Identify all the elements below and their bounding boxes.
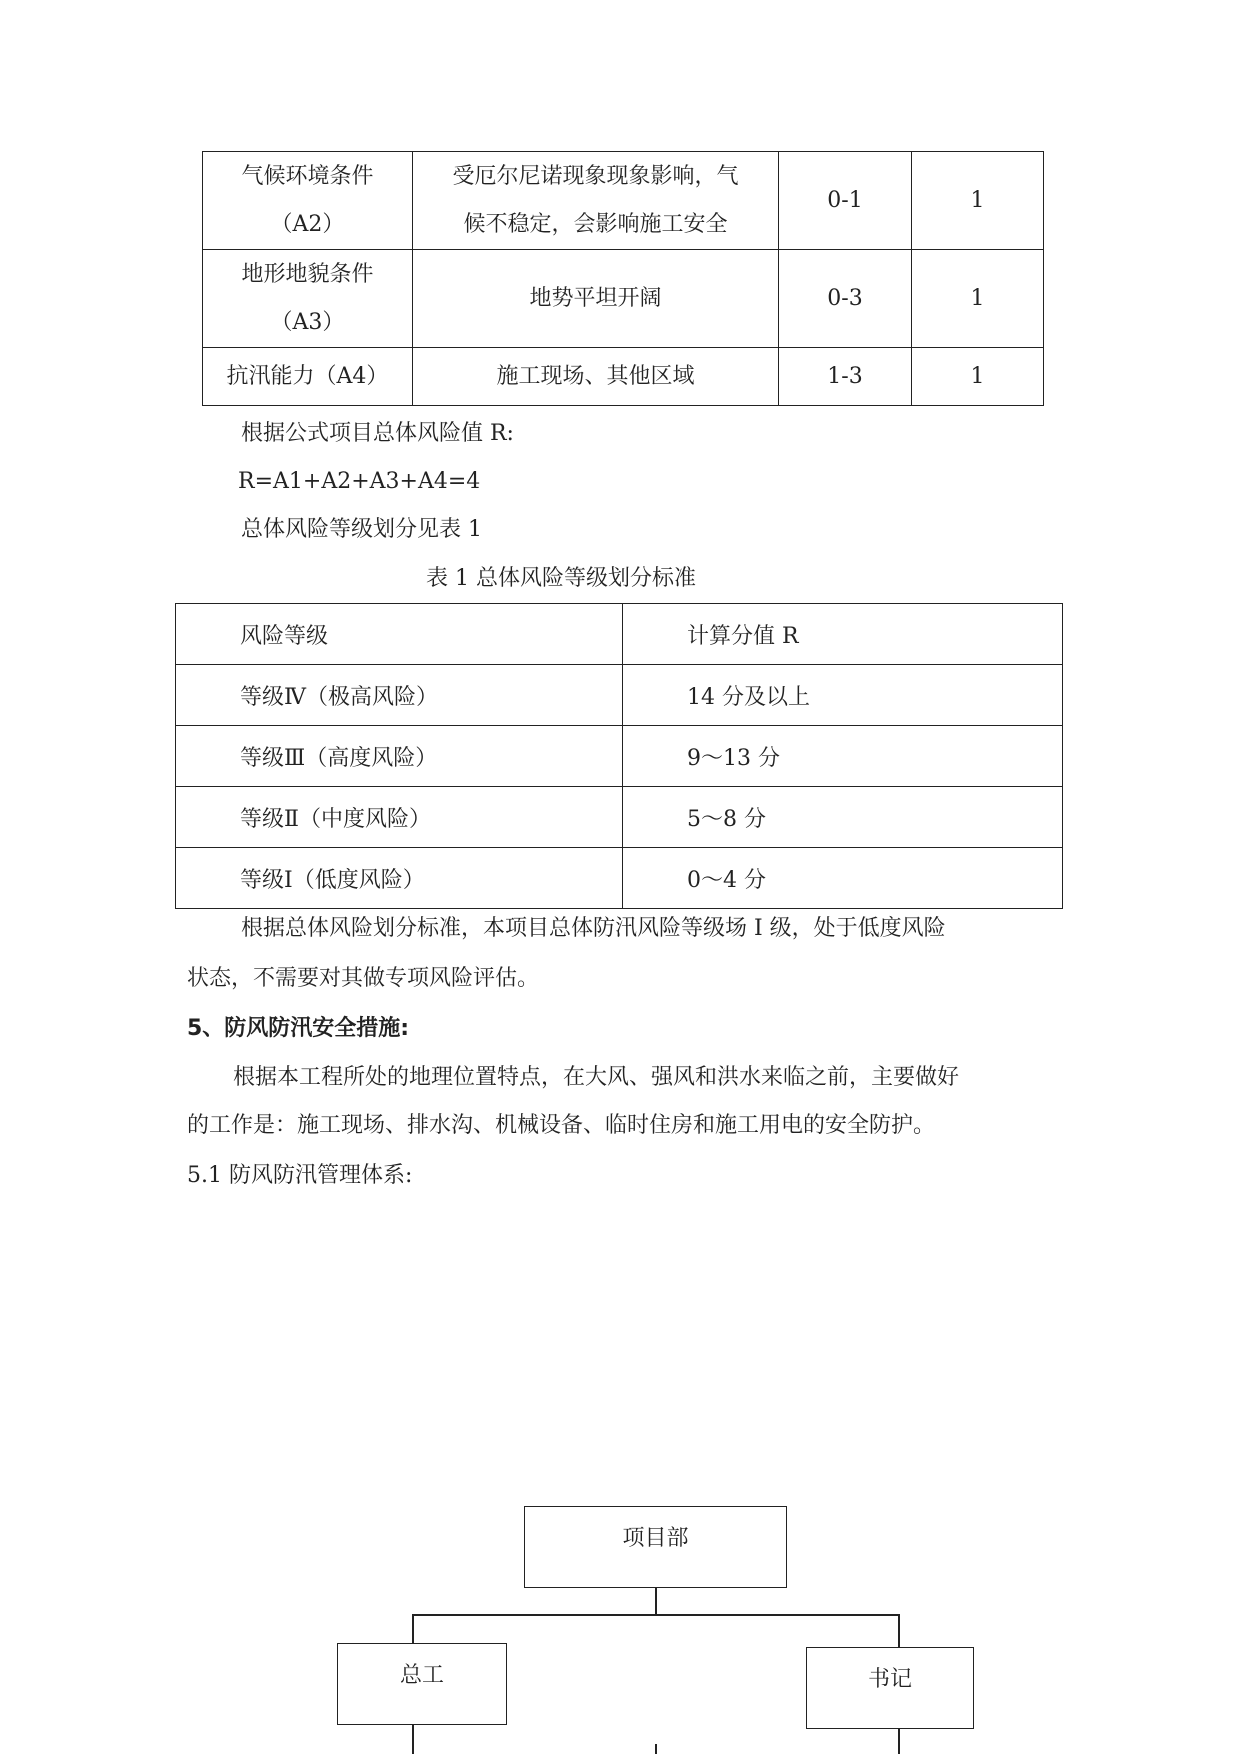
section-heading: 5、防风防汛安全措施: xyxy=(187,1016,410,1041)
table-row xyxy=(176,726,1063,787)
table-row xyxy=(203,152,1044,250)
desc-cell xyxy=(413,250,779,348)
connector-line xyxy=(412,1614,900,1616)
risk-grade-table xyxy=(175,603,1063,909)
score-range-cell: 0～4 分 xyxy=(623,848,1063,909)
range-cell: 0-1 xyxy=(779,152,912,250)
table-row xyxy=(176,787,1063,848)
grade-cell: 等级Ⅰ（低度风险） xyxy=(176,848,623,909)
formula: R=A1+A2+A3+A4=4 xyxy=(238,469,481,494)
range-cell: 1-3 xyxy=(779,348,912,406)
desc-text: 候不稳定，会影响施工安全 xyxy=(463,211,728,237)
table-row xyxy=(203,250,1044,348)
factor-cell xyxy=(203,348,413,406)
subsection-heading: 5.1 防风防汛管理体系: xyxy=(187,1163,413,1188)
table-caption: 表 1 总体风险等级划分标准 xyxy=(426,566,696,591)
table-header-row xyxy=(176,604,1063,665)
factor-text: 地形地貌条件 xyxy=(241,261,374,287)
measures-line: 的工作是：施工现场、排水沟、机械设备、临时住房和施工用电的安全防护。 xyxy=(187,1113,936,1138)
score-cell: 1 xyxy=(912,348,1044,406)
formula-intro: 根据公式项目总体风险值 R: xyxy=(241,421,514,446)
desc-text: 受厄尔尼诺现象现象影响，气 xyxy=(452,163,739,189)
desc-cell xyxy=(413,348,779,406)
factor-text: 抗汛能力（A4） xyxy=(226,363,389,389)
factor-cell xyxy=(203,152,413,250)
org-box-right: 书记 xyxy=(806,1647,974,1729)
desc-text: 施工现场、其他区域 xyxy=(496,363,695,389)
range-cell: 0-3 xyxy=(779,250,912,348)
grade-cell: 等级Ⅳ（极高风险） xyxy=(176,665,623,726)
connector-line xyxy=(655,1588,657,1614)
score-cell: 1 xyxy=(912,152,1044,250)
connector-line xyxy=(412,1614,414,1644)
connector-line xyxy=(898,1729,900,1754)
score-range-cell: 14 分及以上 xyxy=(623,665,1063,726)
score-cell: 1 xyxy=(912,250,1044,348)
desc-text: 地势平坦开阔 xyxy=(529,285,662,311)
connector-line xyxy=(412,1725,414,1754)
conclusion-line: 根据总体风险划分标准，本项目总体防汛风险等级场 I 级，处于低度风险 xyxy=(241,916,946,941)
desc-cell xyxy=(413,152,779,250)
risk-factor-table xyxy=(202,151,1044,406)
table-row xyxy=(176,665,1063,726)
org-box-left: 总工 xyxy=(337,1643,507,1725)
factor-text: （A2） xyxy=(270,211,345,237)
header-cell: 风险等级 xyxy=(176,604,623,665)
factor-text: 气候环境条件 xyxy=(241,163,374,189)
table-row xyxy=(176,848,1063,909)
table-reference: 总体风险等级划分见表 1 xyxy=(241,517,482,542)
connector-line xyxy=(655,1744,657,1754)
factor-text: （A3） xyxy=(270,309,345,335)
grade-cell: 等级Ⅲ（高度风险） xyxy=(176,726,623,787)
score-range-cell: 9～13 分 xyxy=(623,726,1063,787)
header-cell: 计算分值 R xyxy=(623,604,1063,665)
connector-line xyxy=(898,1614,900,1647)
grade-cell: 等级Ⅱ（中度风险） xyxy=(176,787,623,848)
factor-cell xyxy=(203,250,413,348)
table-row xyxy=(203,348,1044,406)
conclusion-line: 状态，不需要对其做专项风险评估。 xyxy=(187,966,540,991)
org-box-root: 项目部 xyxy=(524,1506,787,1588)
measures-line: 根据本工程所处的地理位置特点，在大风、强风和洪水来临之前，主要做好 xyxy=(233,1065,960,1090)
score-range-cell: 5～8 分 xyxy=(623,787,1063,848)
